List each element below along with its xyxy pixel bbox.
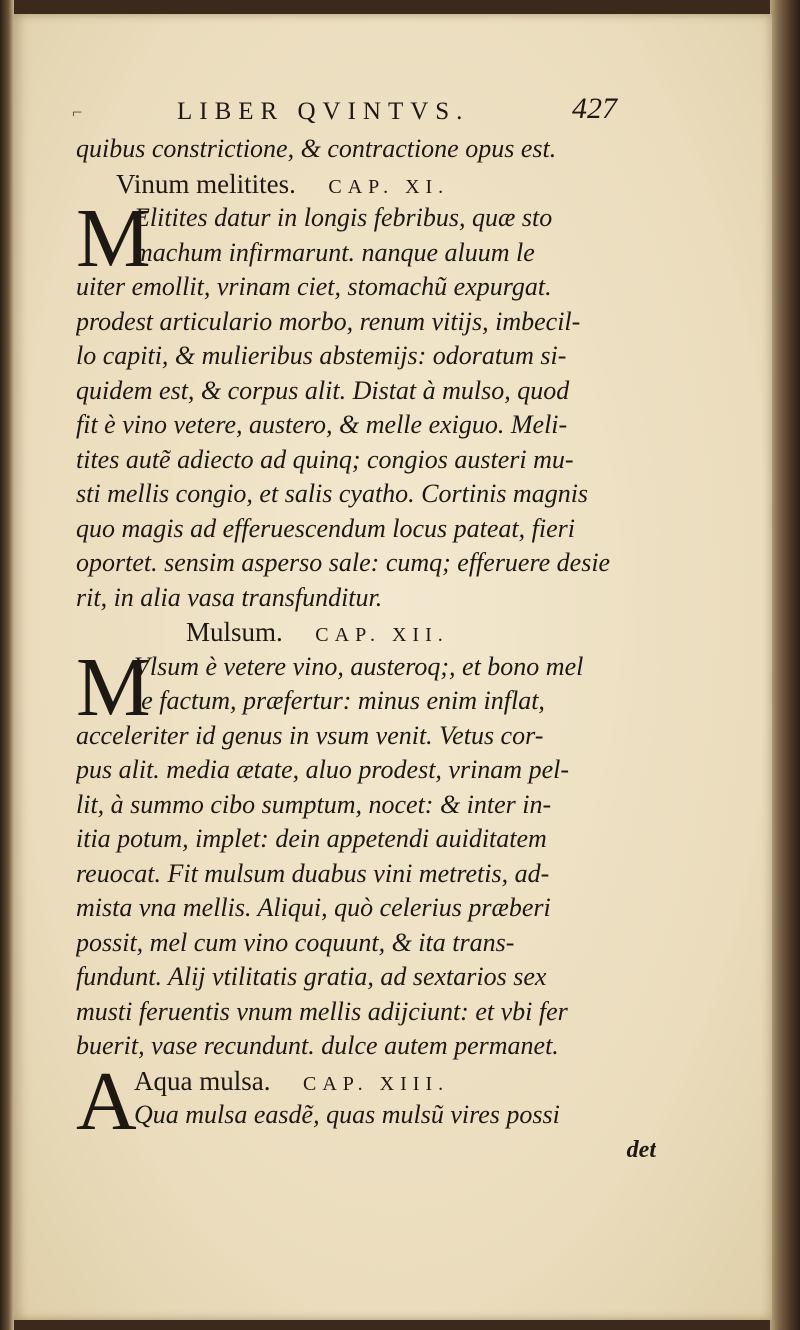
text-line: lo capiti, & mulieribus abstemijs: odoratum si- (76, 341, 567, 370)
text-line: uiter emollit, vrinam ciet, stomachũ expurgat. (76, 272, 552, 301)
chapter-block (76, 640, 656, 1064)
chapter-heading (76, 167, 656, 202)
text-line: sti mellis congio, et salis cyatho. Cortinis magnis (76, 479, 589, 508)
text-line: oportet. sensim asperso sale: cumq; efferuere desie (76, 548, 611, 577)
text-line: itia potum, implet: dein appetendi auiditatem (76, 824, 547, 853)
chapter-block (76, 1054, 656, 1148)
folio-number: 427 (572, 92, 617, 125)
text-line: buerit, vase recundunt. dulce autem permanet. (76, 1031, 559, 1060)
drop-initial: M (76, 192, 151, 285)
text-line: possit, mel cum vino coquunt, & ita trans- (76, 927, 515, 957)
text-line: pus alit. media ætate, aluo prodest, vrinam pel- (76, 755, 569, 784)
drop-initial: M (76, 640, 151, 734)
text-line: fundunt. Alij vtilitatis gratia, ad sextarios sex (76, 962, 547, 991)
chapter-heading (76, 615, 656, 650)
body-text (76, 132, 656, 1167)
catchword: det (626, 1136, 656, 1163)
book-spine-edge (0, 0, 14, 1330)
text-line: Elitites datur in longis febribus, quæ sto (134, 203, 553, 232)
text-line: Qua mulsa easdẽ, quas mulsũ vires possi (134, 1100, 560, 1129)
drop-initial: A (76, 1054, 137, 1148)
book-page (14, 14, 772, 1320)
chapter-title: Aqua mulsa. (134, 1065, 271, 1096)
chapter-number: CAP. XII. (315, 624, 449, 646)
page-edges (770, 0, 800, 1330)
margin-mark-icon: ⌐ (72, 102, 83, 122)
text-line: quibus constrictione, & contractione opus est. (76, 134, 557, 163)
text-line: quidem est, & corpus alit. Distat à mulso, quod (76, 375, 570, 405)
text-line: quo magis ad efferuescendum locus pateat, fieri (76, 513, 575, 543)
chapter-block (76, 192, 656, 615)
text-line: prodest articulario morbo, renum vitijs, imbecil- (76, 306, 581, 336)
chapter-number: CAP. XI. (328, 175, 450, 198)
text-line: rit, in alia vasa transfunditur. (76, 582, 383, 612)
text-line: mista vna mellis. Aliqui, quò celerius præberi (76, 893, 551, 922)
text-line: le factum, præfertur: minus enim inflat, (134, 686, 545, 715)
text-line: Vlsum è vetere vino, austeroq;, et bono mel (134, 651, 584, 681)
chapter-heading (76, 1064, 656, 1099)
text-line: fit è vino vetere, austero, & melle exiguo. Meli- (76, 410, 568, 439)
text-line: acceleriter id genus in vsum venit. Vetus cor- (76, 720, 544, 750)
chapter-title: Mulsum. (186, 617, 283, 647)
text-line: machum infirmarunt. nanque aluum le (134, 237, 535, 267)
chapter-title: Vinum melitites. (116, 168, 296, 199)
text-line: lit, à summo cibo sumptum, nocet: & inter in- (76, 789, 552, 819)
chapter-number: CAP. XIII. (302, 1072, 450, 1095)
text-line: musti feruentis vnum mellis adijciunt: et vbi fer (76, 996, 568, 1026)
text-line: reuocat. Fit mulsum duabus vini metretis, ad- (76, 858, 550, 888)
text-line: tites autẽ adiecto ad quinq; congios austeri mu- (76, 444, 574, 474)
running-head: LIBER QVINTVS. (177, 98, 470, 125)
